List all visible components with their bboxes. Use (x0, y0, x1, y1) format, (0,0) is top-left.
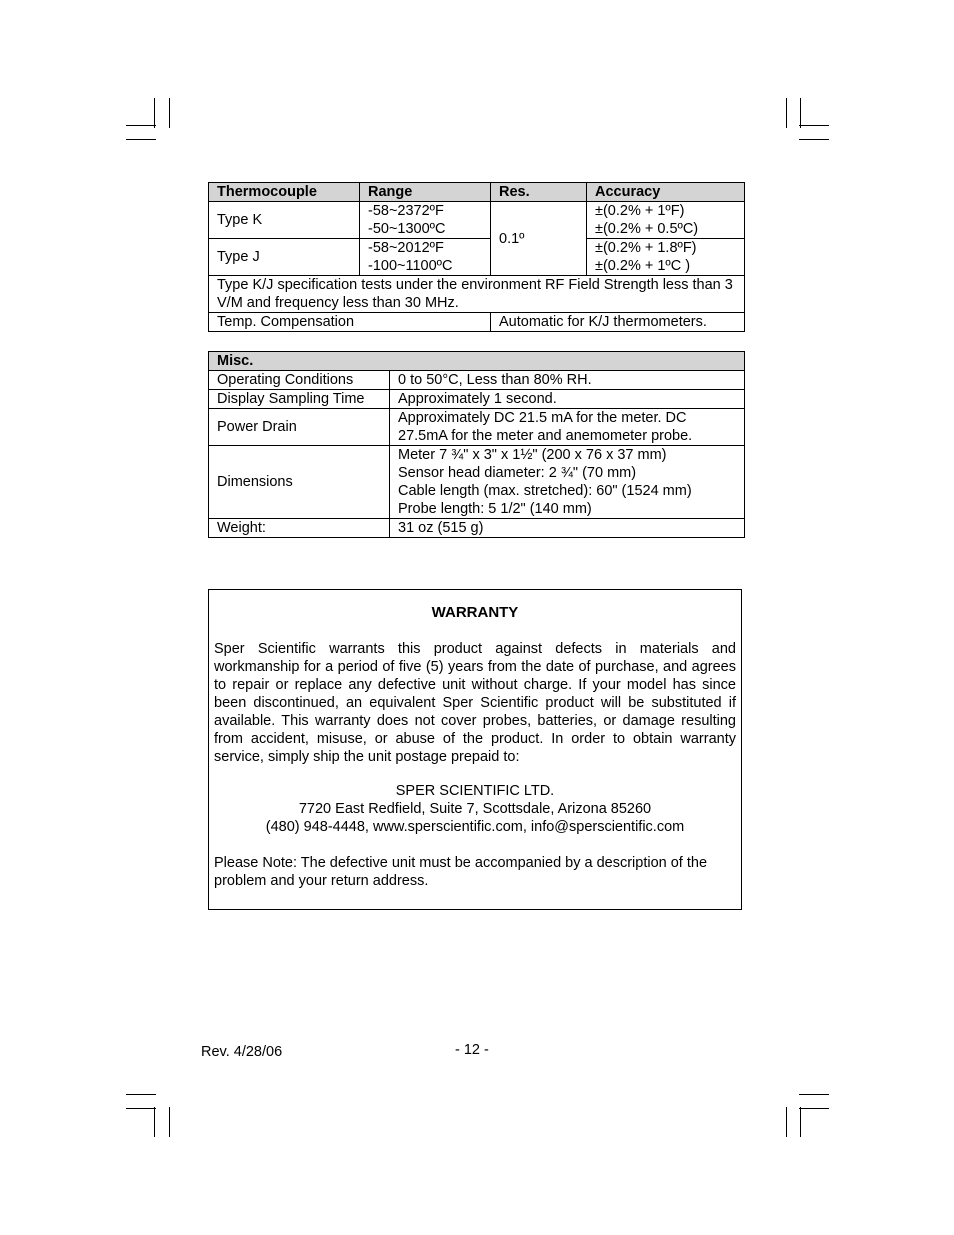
type-j-range (360, 239, 491, 276)
type-k-label: Type K (209, 202, 360, 239)
temp-comp-value: Automatic for K/J thermometers. (491, 313, 745, 332)
dimensions-line: Probe length: 5 1/2" (140 mm) (398, 501, 592, 517)
table-row (209, 371, 745, 390)
temp-comp-label: Temp. Compensation (209, 313, 491, 332)
sampling-time-label: Display Sampling Time (209, 390, 390, 409)
table-row (209, 276, 745, 313)
type-j-range-f: -58~2012ºF (368, 240, 444, 256)
warranty-body: Sper Scientific warrants this product against defects in materials and workmanship for a period of five (5) years from the date of purchase, and agrees to repair or replace any defective unit without charge. If your model has since been discontinued, an equivalent Sper Scientific product will be substituted if available. This warranty does not cover probes, batteries, or damage resulting from accident, misuse, or abuse of the product. In order to obtain warranty service, simply ship the unit postage prepaid to: (214, 641, 736, 765)
type-j-label: Type J (209, 239, 360, 276)
power-drain-value (390, 409, 745, 446)
table-row (209, 446, 745, 519)
table-row (209, 239, 745, 276)
sampling-time-value: Approximately 1 second. (390, 390, 745, 409)
rf-note: Type K/J specification tests under the environment RF Field Strength less than 3 V/M and frequency less than 30 MHz. (209, 276, 745, 313)
type-k-accuracy (587, 202, 745, 239)
header-range: Range (360, 183, 491, 202)
company-name: SPER SCIENTIFIC LTD. (395, 783, 555, 799)
page-number: - 12 - (455, 1042, 489, 1058)
table-row (209, 409, 745, 446)
street-address: 7720 East Redfield, Suite 7, Scottsdale, Arizona 85260 (298, 801, 652, 817)
operating-conditions-label: Operating Conditions (209, 371, 390, 390)
type-k-range-c: -50~1300ºC (368, 221, 446, 237)
table-header-row (209, 183, 745, 202)
type-k-accuracy-f: ±(0.2% + 1ºF) (595, 203, 685, 219)
table-row (209, 519, 745, 538)
type-k-accuracy-c: ±(0.2% + 0.5ºC) (595, 221, 699, 237)
dimensions-line: Cable length (max. stretched): 60" (1524 mm) (398, 483, 692, 499)
warranty-note: Please Note: The defective unit must be accompanied by a description of the problem and your return address. (214, 855, 708, 889)
weight-label: Weight: (209, 519, 390, 538)
operating-conditions-value: 0 to 50°C, Less than 80% RH. (390, 371, 745, 390)
type-k-range (360, 202, 491, 239)
warranty-box (208, 589, 742, 910)
dimensions-label: Dimensions (209, 446, 390, 519)
power-drain-label: Power Drain (209, 409, 390, 446)
dimensions-line: Meter 7 ¾" x 3" x 1½" (200 x 76 x 37 mm) (398, 447, 667, 463)
misc-spec-table (208, 351, 745, 538)
type-j-accuracy-c: ±(0.2% + 1ºC ) (595, 258, 691, 274)
header-resolution: Res. (491, 183, 587, 202)
resolution-value: 0.1º (491, 202, 587, 276)
warranty-address-block (209, 782, 741, 836)
table-row (209, 390, 745, 409)
type-j-range-c: -100~1100ºC (368, 258, 453, 274)
power-drain-line: 27.5mA for the meter and anemometer probe. (398, 428, 693, 444)
type-j-accuracy (587, 239, 745, 276)
dimensions-line: Sensor head diameter: 2 ¾" (70 mm) (398, 465, 637, 481)
revision-date: Rev. 4/28/06 (201, 1044, 283, 1060)
thermocouple-spec-table (208, 182, 745, 332)
type-j-accuracy-f: ±(0.2% + 1.8ºF) (595, 240, 697, 256)
table-header-row (209, 352, 745, 371)
contact-info: (480) 948-4448, www.sperscientific.com, info@sperscientific.com (265, 819, 685, 835)
header-accuracy: Accuracy (587, 183, 745, 202)
dimensions-value (390, 446, 745, 519)
header-thermocouple: Thermocouple (209, 183, 360, 202)
misc-header: Misc. (209, 352, 745, 371)
type-k-range-f: -58~2372ºF (368, 203, 444, 219)
table-row (209, 202, 745, 239)
weight-value: 31 oz (515 g) (390, 519, 745, 538)
power-drain-line: Approximately DC 21.5 mA for the meter. DC (398, 410, 687, 426)
table-row (209, 313, 745, 332)
warranty-title: WARRANTY (431, 604, 519, 621)
